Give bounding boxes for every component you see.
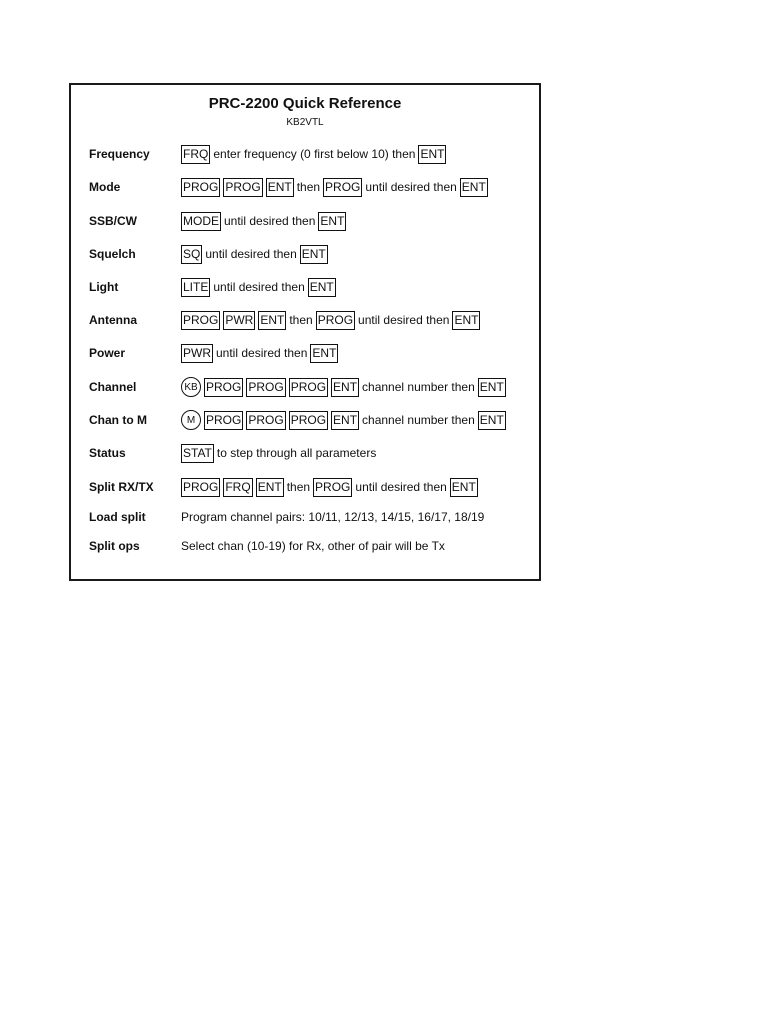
instruction-text: Program channel pairs: 10/11, 12/13, 14/15, 16/17, 18/19 xyxy=(181,510,485,524)
card-subtitle: KB2VTL xyxy=(286,117,324,128)
key-box: FRQ xyxy=(181,145,210,164)
row-label: Squelch xyxy=(89,247,136,261)
reference-row xyxy=(89,535,531,557)
row-instructions xyxy=(181,510,487,524)
row-instructions xyxy=(181,145,449,164)
instruction-text: then xyxy=(296,180,321,194)
card-title: PRC-2200 Quick Reference xyxy=(208,95,402,112)
key-box: PROG xyxy=(181,178,220,197)
reference-row xyxy=(89,243,531,265)
key-box: ENT xyxy=(300,245,328,264)
key-box: SQ xyxy=(181,245,202,264)
key-box: PROG xyxy=(204,378,243,397)
quick-reference-card xyxy=(69,83,541,581)
key-box: ENT xyxy=(418,145,446,164)
key-box: ENT xyxy=(331,378,359,397)
row-instructions xyxy=(181,344,341,363)
key-box: PROG xyxy=(246,378,285,397)
row-label: Chan to M xyxy=(89,413,147,427)
instruction-text: until desired then xyxy=(213,280,305,294)
circled-key: KB xyxy=(181,377,201,397)
row-instructions xyxy=(181,212,349,231)
instruction-text: until desired then xyxy=(224,214,316,228)
key-box: ENT xyxy=(478,378,506,397)
instruction-text: until desired then xyxy=(355,480,447,494)
row-instructions xyxy=(181,278,339,297)
key-box: ENT xyxy=(258,311,286,330)
row-label: Light xyxy=(89,280,119,294)
key-box: PROG xyxy=(313,478,352,497)
reference-row xyxy=(89,376,531,398)
key-box: ENT xyxy=(331,411,359,430)
row-instructions xyxy=(181,444,379,463)
key-box: ENT xyxy=(450,478,478,497)
key-box: STAT xyxy=(181,444,214,463)
instruction-text: then xyxy=(289,313,313,327)
row-instructions xyxy=(181,377,509,397)
key-box: PROG xyxy=(181,478,220,497)
instruction-text: until desired then xyxy=(365,180,457,194)
row-instructions xyxy=(181,410,509,430)
key-box: PROG xyxy=(181,311,220,330)
reference-row xyxy=(89,409,531,431)
row-label: Power xyxy=(89,346,126,360)
key-box: ENT xyxy=(318,212,346,231)
key-box: ENT xyxy=(266,178,294,197)
instruction-text: to step through all parameters xyxy=(216,446,377,460)
circled-key: M xyxy=(181,410,201,430)
row-instructions xyxy=(181,478,481,497)
key-box: PWR xyxy=(223,311,255,330)
key-box: PROG xyxy=(204,411,243,430)
row-instructions xyxy=(181,539,448,553)
row-label: Split ops xyxy=(89,539,140,553)
key-box: ENT xyxy=(478,411,506,430)
reference-row xyxy=(89,143,531,165)
row-label: Channel xyxy=(89,380,137,394)
key-box: PROG xyxy=(289,378,328,397)
instruction-text: until desired then xyxy=(358,313,450,327)
instruction-text: channel number then xyxy=(362,413,475,427)
reference-row xyxy=(89,442,531,464)
key-box: PROG xyxy=(246,411,285,430)
row-label: Status xyxy=(89,446,126,460)
reference-row xyxy=(89,309,531,331)
row-label: SSB/CW xyxy=(89,214,137,228)
row-instructions xyxy=(181,311,483,330)
key-box: PWR xyxy=(181,344,213,363)
reference-row xyxy=(89,506,531,528)
key-box: FRQ xyxy=(223,478,252,497)
key-box: LITE xyxy=(181,278,210,297)
row-label: Antenna xyxy=(89,313,137,327)
instruction-text: Select chan (10-19) for Rx, other of pair will be Tx xyxy=(181,539,445,553)
key-box: PROG xyxy=(323,178,362,197)
key-box: ENT xyxy=(452,311,480,330)
key-box: MODE xyxy=(181,212,221,231)
key-box: ENT xyxy=(460,178,488,197)
instruction-text: until desired then xyxy=(216,346,308,360)
key-box: PROG xyxy=(223,178,262,197)
key-box: PROG xyxy=(289,411,328,430)
reference-row xyxy=(89,210,531,232)
reference-row xyxy=(89,276,531,298)
key-box: ENT xyxy=(256,478,284,497)
row-instructions xyxy=(181,178,491,197)
instruction-text: until desired then xyxy=(205,247,297,261)
key-box: ENT xyxy=(310,344,338,363)
instruction-text: channel number then xyxy=(362,380,475,394)
reference-row xyxy=(89,342,531,364)
row-label: Split RX/TX xyxy=(89,480,154,494)
row-label: Frequency xyxy=(89,147,150,161)
reference-row xyxy=(89,176,531,198)
key-box: ENT xyxy=(308,278,336,297)
row-label: Mode xyxy=(89,180,121,194)
key-box: PROG xyxy=(316,311,355,330)
instruction-text: then xyxy=(286,480,311,494)
instruction-text: enter frequency (0 first below 10) then xyxy=(213,147,416,161)
row-instructions xyxy=(181,245,331,264)
reference-row xyxy=(89,476,531,498)
row-label: Load split xyxy=(89,510,146,524)
